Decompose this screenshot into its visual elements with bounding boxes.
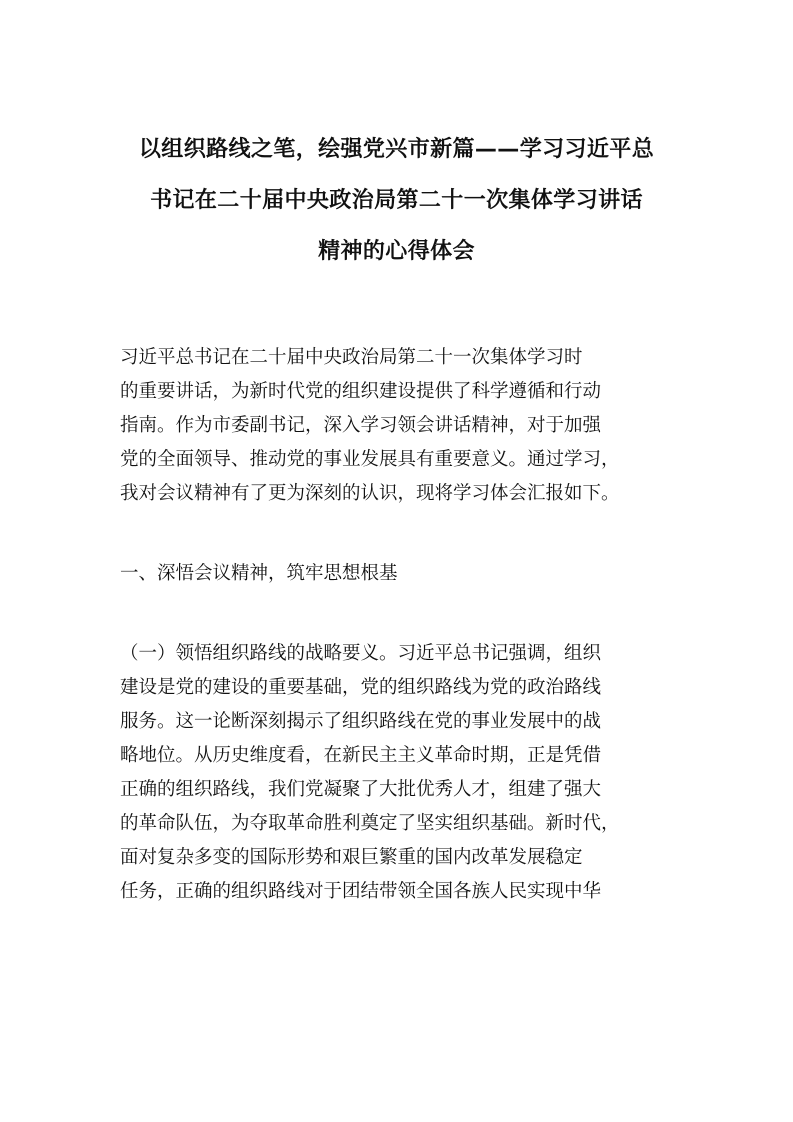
section-heading: 一、深悟会议精神，筑牢思想根基 xyxy=(120,563,398,584)
subsection-line-4: 略地位。从历史维度看，在新民主主义革命时期，正是凭借 xyxy=(120,745,602,766)
title-line-3: 精神的心得体会 xyxy=(318,239,475,264)
subsection-line-2: 建设是党的建设的重要基础，党的组织路线为党的政治路线 xyxy=(120,677,602,698)
subsection-line-3: 服务。这一论断深刻揭示了组织路线在党的事业发展中的战 xyxy=(120,711,602,732)
title-line-2: 书记在二十届中央政治局第二十一次集体学习讲话 xyxy=(150,188,643,213)
intro-line-4: 党的全面领导、推动党的事业发展具有重要意义。通过学习， xyxy=(120,449,620,470)
intro-line-2: 的重要讲话，为新时代党的组织建设提供了科学遵循和行动 xyxy=(120,381,602,402)
title-line-1: 以组织路线之笔，绘强党兴市新篇——学习习近平总 xyxy=(138,137,655,162)
subsection-line-1: （一）领悟组织路线的战略要义。习近平总书记强调，组织 xyxy=(120,643,602,664)
intro-line-3: 指南。作为市委副书记，深入学习领会讲话精神，对于加强 xyxy=(120,415,602,436)
intro-line-5: 我对会议精神有了更为深刻的认识，现将学习体会汇报如下。 xyxy=(120,483,620,504)
subsection-line-7: 面对复杂多变的国际形势和艰巨繁重的国内改革发展稳定 xyxy=(120,847,583,868)
document-title xyxy=(100,124,693,277)
subsection-line-5: 正确的组织路线，我们党凝聚了大批优秀人才，组建了强大 xyxy=(120,779,602,800)
document-body xyxy=(120,341,690,909)
subsection-line-6: 的革命队伍，为夺取革命胜利奠定了坚实组织基础。新时代， xyxy=(120,813,620,834)
intro-paragraph xyxy=(120,341,690,511)
subsection-paragraph xyxy=(120,637,690,909)
intro-line-1: 习近平总书记在二十届中央政治局第二十一次集体学习时 xyxy=(120,347,583,368)
subsection-line-8: 任务，正确的组织路线对于团结带领全国各族人民实现中华 xyxy=(120,881,602,902)
